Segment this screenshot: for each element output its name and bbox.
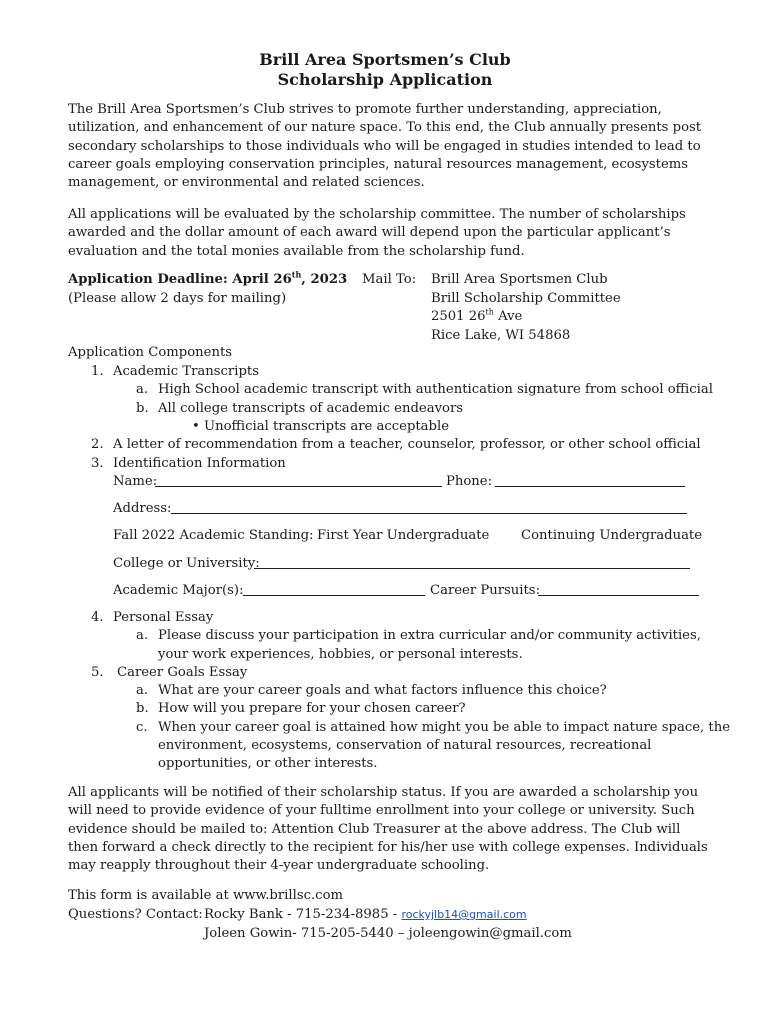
list-item: A letter of recommendation from a teacher, counselor, professor, or other school official: [113, 437, 701, 452]
major-field[interactable]: [243, 583, 425, 596]
list-item: Identification Information: [113, 456, 286, 471]
address-label: Address:: [113, 501, 172, 516]
deadline-note: (Please allow 2 days for mailing): [68, 291, 287, 306]
list-number: 4.: [91, 610, 104, 625]
phone-field[interactable]: [495, 474, 685, 487]
college-field[interactable]: [254, 556, 690, 569]
list-item-continued: your work experiences, hobbies, or personal interests.: [158, 647, 523, 662]
components-heading: Application Components: [68, 345, 233, 360]
mail-to-line: Rice Lake, WI 54868: [431, 328, 571, 343]
mail-to-label: Mail To:: [362, 272, 417, 287]
page-title: Brill Area Sportsmen’s Club: [259, 50, 511, 69]
phone-label: Phone:: [446, 474, 493, 489]
contact-joleen: Joleen Gowin- 715-205-5440 – joleengowin@gmail.com: [204, 926, 572, 941]
list-letter: a.: [136, 628, 149, 643]
list-item: All college transcripts of academic endeavors: [158, 401, 464, 416]
deadline-label: Application Deadline: April 26th, 2023: [68, 269, 348, 287]
list-item-continued: environment, ecosystems, conservation of natural resources, recreational: [158, 738, 652, 753]
bullet-icon: •: [192, 419, 200, 434]
list-item: Career Goals Essay: [117, 665, 248, 680]
list-item: When your career goal is attained how might you be able to impact nature space, the: [158, 720, 730, 735]
mail-to-line: Brill Scholarship Committee: [431, 291, 621, 306]
standing-option-first-year[interactable]: First Year Undergraduate: [317, 528, 490, 543]
address-field[interactable]: [171, 501, 687, 514]
list-item: Unofficial transcripts are acceptable: [204, 419, 450, 434]
list-item: Personal Essay: [113, 610, 214, 625]
list-letter: b.: [136, 401, 149, 416]
list-letter: c.: [136, 720, 148, 735]
evaluation-paragraph: All applications will be evaluated by the scholarship committee. The number of scholarships awarded and the dollar amount of each award will depend upon the particular applicant’s evaluation and the total monies available from the scholarship fund.: [68, 207, 686, 259]
form-availability: This form is available at www.brillsc.com: [68, 888, 344, 903]
list-number: 5.: [91, 665, 104, 680]
closing-paragraph: All applicants will be notified of their scholarship status. If you are awarded a scholarship you will need to provide evidence of your fulltime enrollment into your college or university. Such evidence should be mailed to: Attention Club Treasurer at the above address. The Club will then forward a check directly to the recipient for his/her use with college expenses. Individuals may reapply throughout their 4-year undergraduate schooling.: [68, 785, 708, 874]
contact-rocky: Rocky Bank - 715-234-8985 - rockyjlb14@gmail.com: [204, 907, 527, 922]
college-label: College or University:: [113, 556, 260, 571]
list-number: 3.: [91, 456, 104, 471]
career-field[interactable]: [538, 583, 699, 596]
contact-email-link[interactable]: rockyjlb14@gmail.com: [401, 908, 527, 921]
page-subtitle: Scholarship Application: [277, 70, 493, 89]
list-item: Please discuss your participation in extra curricular and/or community activities,: [158, 628, 701, 643]
intro-paragraph: The Brill Area Sportsmen’s Club strives to promote further understanding, appreciation, utilization, and enhancement of our nature space. To this end, the Club annually presents post secondary scholarships to those individuals who will be engaged in studies intended to lead to career goals employing conservation principles, natural resources management, ecosystems management, or environmental and related sciences.: [68, 102, 702, 191]
standing-label: Fall 2022 Academic Standing:: [113, 528, 314, 543]
list-item: How will you prepare for your chosen career?: [158, 701, 466, 716]
name-label: Name:: [113, 474, 158, 489]
list-letter: b.: [136, 701, 149, 716]
list-letter: a.: [136, 382, 149, 397]
standing-option-continuing[interactable]: Continuing Undergraduate: [521, 528, 703, 543]
questions-label: Questions? Contact:: [68, 907, 203, 922]
list-item: High School academic transcript with authentication signature from school official: [158, 382, 713, 397]
list-number: 1.: [91, 364, 104, 379]
mail-to-line: Brill Area Sportsmen Club: [431, 272, 608, 287]
career-label: Career Pursuits:: [430, 583, 541, 598]
list-item: What are your career goals and what factors influence this choice?: [158, 683, 607, 698]
list-number: 2.: [91, 437, 104, 452]
major-label: Academic Major(s):: [113, 583, 244, 598]
list-item: Academic Transcripts: [113, 364, 259, 379]
mail-to-line: 2501 26th Ave: [431, 307, 523, 324]
name-field[interactable]: [155, 474, 442, 487]
list-item-continued: opportunities, or other interests.: [158, 756, 378, 771]
list-letter: a.: [136, 683, 149, 698]
